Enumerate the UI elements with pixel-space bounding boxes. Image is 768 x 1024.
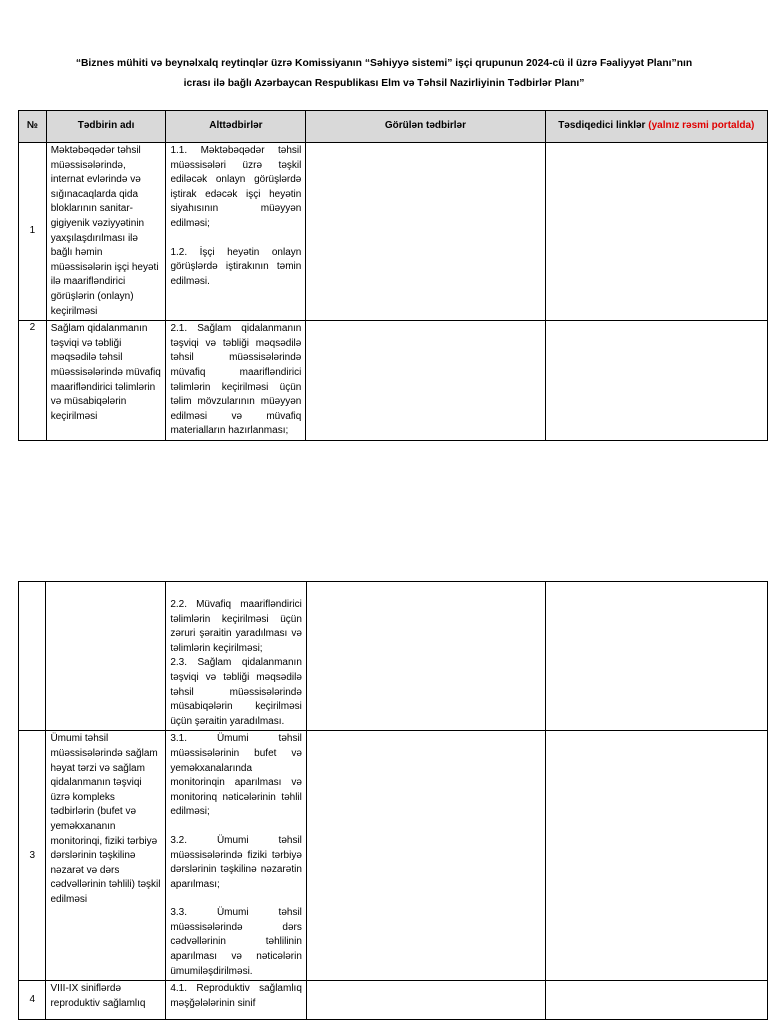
links-cell xyxy=(545,143,767,321)
event-cell: Sağlam qidalanmanın təşviqi və təbliği məqsədilə təhsil müəssisələrində müvafiq maarifləndirici təlimlərin və müsabiqələrin keçirilməsi xyxy=(46,321,166,441)
table-row xyxy=(19,731,768,981)
event-text: VIII-IX siniflərdə reproduktiv sağlamlıq xyxy=(50,983,146,1009)
subevent-item: 3.2. Ümumi təhsil müəssisələrində fiziki tərbiyə dərslərinin təşkilinə nəzarətin aparılması; xyxy=(170,834,302,890)
links-cell xyxy=(546,981,768,1020)
event-cell: Ümumi təhsil müəssisələrində sağlam həyat tərzi və sağlam qidalanmanın təşviqi üzrə kompleks tədbirlərin (bufet və yeməkxananın monitorinqi, fiziki tərbiyə dərslərinin təşkilinə nəzarət və dərs cədvəllərinin təhlili) təşkil edilməsi xyxy=(46,731,166,981)
done-cell xyxy=(306,143,545,321)
table-row xyxy=(19,582,768,731)
done-cell xyxy=(306,321,545,441)
subevent-item: 1.2. İşçi heyətin onlayn görüşlərdə iştirakının təmin edilməsi. xyxy=(170,246,302,287)
header-event: Tədbirin adı xyxy=(46,111,166,143)
row-number: 2 xyxy=(19,321,47,441)
subevent-item: 1.1. Məktəbəqədər təhsil müəssisələri üzrə təşkil ediləcək onlayn görüşlərdə iştirak edəcək işçi heyətin siyahısının müəyyən edilməsi; xyxy=(170,145,302,229)
subevent-item: 3.1. Ümumi təhsil müəssisələrinin bufet və yeməkxanalarında monitorinqin aparılması və monitorinq nəticələrinin təhlil edilməsi; xyxy=(170,733,302,818)
table-row xyxy=(19,981,768,1020)
action-plan-table-page2 xyxy=(18,581,768,1020)
title-line-1: “Biznes mühiti və beynəlxalq reytinqlər üzrə Komissiyanın “Səhiyyə sistemi” işçi qrupunun 2024-cü il üzrə Fəaliyyət Planı”nın xyxy=(75,58,693,69)
table-row xyxy=(19,321,768,441)
header-subevents: Alttədbirlər xyxy=(166,111,306,143)
event-cell xyxy=(46,981,166,1020)
subevents-cell xyxy=(166,731,307,981)
subevent-item: 4.1. Reproduktiv sağlamlıq məşğələlərinin sinif xyxy=(170,983,302,1009)
header-num: № xyxy=(19,111,47,143)
subevent-item: 2.3. Sağlam qidalanmanın təşviqi və təbliği məqsədilə təhsil müəssisələrində müsabiqələrin keçirilməsi üçün şəraitin yaradılması. xyxy=(170,657,302,727)
header-links-label: Təsdiqedici linklər xyxy=(558,120,646,132)
title-line-2: icrası ilə bağlı Azərbaycan Respublikası Elm və Təhsil Nazirliyinin Tədbirlər Planı” xyxy=(183,78,585,89)
done-cell xyxy=(306,981,545,1020)
row-number xyxy=(19,582,46,731)
done-cell xyxy=(306,582,545,731)
row-number: 1 xyxy=(19,143,47,321)
table-header-row xyxy=(19,111,768,143)
links-cell xyxy=(545,321,767,441)
links-cell xyxy=(546,582,768,731)
event-cell xyxy=(46,582,166,731)
document-title xyxy=(40,54,728,94)
header-done: Görülən tədbirlər xyxy=(306,111,545,143)
action-plan-table-page1 xyxy=(18,110,768,441)
subevent-item: 2.2. Müvafiq maarifləndirici təlimlərin keçirilməsi üçün zəruri şəraitin yaradılması və təlimlərin keçirilməsi; xyxy=(170,599,302,654)
subevents-cell xyxy=(166,582,307,731)
subevents-cell xyxy=(166,981,307,1020)
table-row xyxy=(19,143,768,321)
done-cell xyxy=(306,731,545,981)
row-number: 3 xyxy=(19,731,46,981)
subevents-cell xyxy=(166,321,306,441)
subevent-item: 2.1. Sağlam qidalanmanın təşviqi və təbliği məqsədilə təhsil müəssisələrində müvafiq maarifləndirici təlimlərin keçirilməsi üçün təlim mövzularının müəyyən edilməsi və müvafiq materialların hazırlanması; xyxy=(170,323,302,437)
row-number: 4 xyxy=(19,981,46,1020)
links-cell xyxy=(546,731,768,981)
header-links-note: (yalnız rəsmi portalda) xyxy=(648,120,755,132)
subevent-item: 3.3. Ümumi təhsil müəssisələrində dərs cədvəllərinin təhlilinin aparılması və nəticələrin ümumiləşdirilməsi. xyxy=(170,907,302,977)
event-cell: Məktəbəqədər təhsil müəssisələrində, internat evlərində və sığınacaqlarda qida bloklarının sanitar-gigiyenik vəziyyətinin yaxşılaşdırılması ilə bağlı həmin müəssisələrin işçi heyəti ilə maarifləndirici görüşlərin (onlayn) keçirilməsi xyxy=(46,143,166,321)
header-links xyxy=(545,111,767,143)
subevents-cell xyxy=(166,143,306,321)
